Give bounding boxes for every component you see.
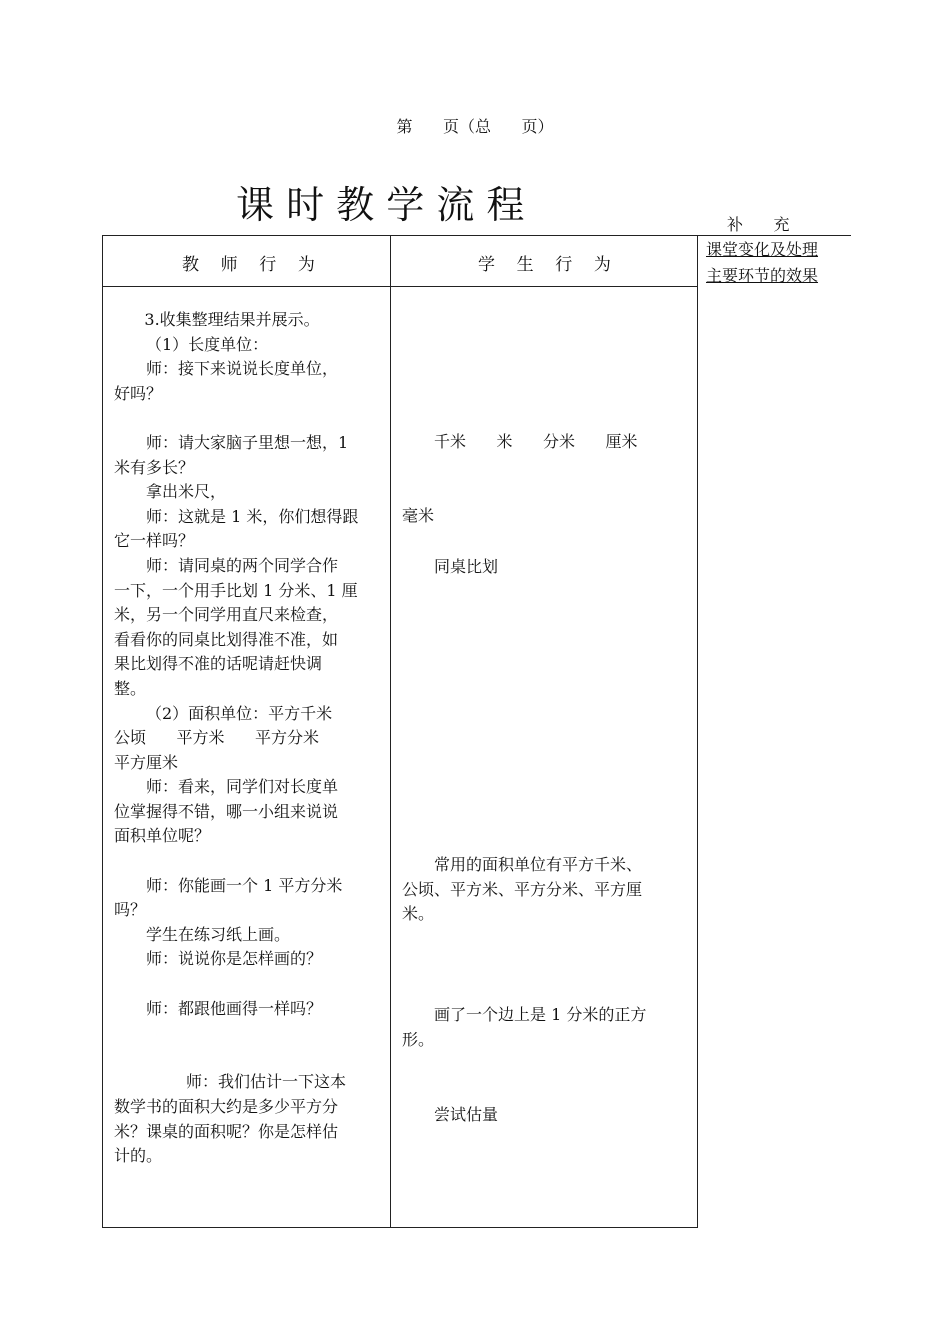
blank-line xyxy=(114,849,382,874)
blank-line xyxy=(114,1021,382,1046)
teacher-line: 一下，一个用手比划 1 分米、1 厘 xyxy=(114,580,358,600)
student-drawing xyxy=(402,1003,692,1052)
blank-line xyxy=(114,1046,382,1071)
teacher-line: （2）面积单位：平方千米 xyxy=(146,703,333,723)
blank-line xyxy=(114,406,382,431)
teacher-line: 平方厘米 xyxy=(114,752,179,772)
teacher-line: 师：请大家脑子里想一想，1 xyxy=(146,432,349,452)
student-column-header: 学 生 行 为 xyxy=(478,255,611,275)
teacher-line: 看看你的同桌比划得准不准，如 xyxy=(114,629,339,649)
student-line: 毫米 xyxy=(402,505,435,525)
student-length-units xyxy=(402,381,692,553)
page-number-line: 第 页（总 页） xyxy=(396,117,554,136)
student-area-units xyxy=(402,853,692,927)
teacher-line: 师：你能画一个 1 平方分米 xyxy=(146,875,343,895)
teacher-line: 拿出米尺， xyxy=(146,482,227,502)
teacher-line: 计的。 xyxy=(114,1146,163,1166)
teacher-line: 公顷 平方米 平方分米 xyxy=(114,728,320,748)
student-line: 公顷、平方米、平方分米、平方厘 xyxy=(402,879,643,899)
student-estimate xyxy=(402,1103,692,1128)
notes-column-header xyxy=(706,237,846,289)
teacher-line: 它一样吗？ xyxy=(114,531,195,551)
student-line: 同桌比划 xyxy=(434,557,499,576)
teacher-line: 师：这就是 1 米，你们想得跟 xyxy=(146,506,359,526)
teacher-line: 师：请同桌的两个同学合作 xyxy=(146,555,339,575)
teacher-line: 位掌握得不错，哪一小组来说说 xyxy=(114,801,339,821)
teacher-line: 吗？ xyxy=(114,900,147,920)
teacher-line: 师：我们估计一下这本 xyxy=(186,1072,347,1092)
teacher-line: 师：看来，同学们对长度单 xyxy=(146,777,339,797)
teacher-line: 3.收集整理结果并展示。 xyxy=(144,310,320,329)
notes-header-line-2: 主要环节的效果 xyxy=(706,266,819,285)
teacher-behavior-cell xyxy=(114,308,382,1169)
teacher-line: 米？课桌的面积呢？你是怎样估 xyxy=(114,1121,339,1141)
student-line: 米。 xyxy=(402,904,435,924)
teacher-line: （1）长度单位： xyxy=(146,334,269,354)
blank-line xyxy=(114,972,382,997)
column-divider xyxy=(390,235,391,1228)
teacher-line: 师：接下来说说长度单位， xyxy=(146,359,339,379)
teacher-column-header: 教 师 行 为 xyxy=(182,255,315,275)
student-line: 尝试估量 xyxy=(434,1105,499,1124)
page-title: 课 时 教 学 流 程 xyxy=(236,183,525,227)
teacher-line: 师：都跟他画得一样吗？ xyxy=(146,998,323,1018)
teacher-line: 学生在练习纸上画。 xyxy=(146,924,291,944)
notes-header-line-1: 课堂变化及处理 xyxy=(706,240,819,259)
student-line: 形。 xyxy=(402,1029,435,1049)
teacher-line: 面积单位呢？ xyxy=(114,826,211,846)
teacher-line: 米有多长？ xyxy=(114,457,195,477)
header-row-divider xyxy=(102,286,698,287)
supplement-label: 补 充 xyxy=(727,215,790,234)
teacher-line: 果比划得不准的话呢请赶快调 xyxy=(114,654,323,674)
teacher-line: 数学书的面积大约是多少平方分 xyxy=(114,1097,339,1116)
teacher-line: 整。 xyxy=(114,678,147,698)
teacher-line: 师：说说你是怎样画的？ xyxy=(146,949,323,969)
student-desk-mate xyxy=(402,555,692,580)
teacher-line: 米，另一个同学用直尺来检查， xyxy=(114,605,339,625)
student-line: 画了一个边上是 1 分米的正方 xyxy=(434,1005,647,1024)
student-line: 千米 米 分米 厘米 xyxy=(434,432,638,452)
teacher-line: 好吗？ xyxy=(114,383,163,403)
student-line: 常用的面积单位有平方千米、 xyxy=(434,855,643,874)
notes-top-rule xyxy=(698,235,851,236)
